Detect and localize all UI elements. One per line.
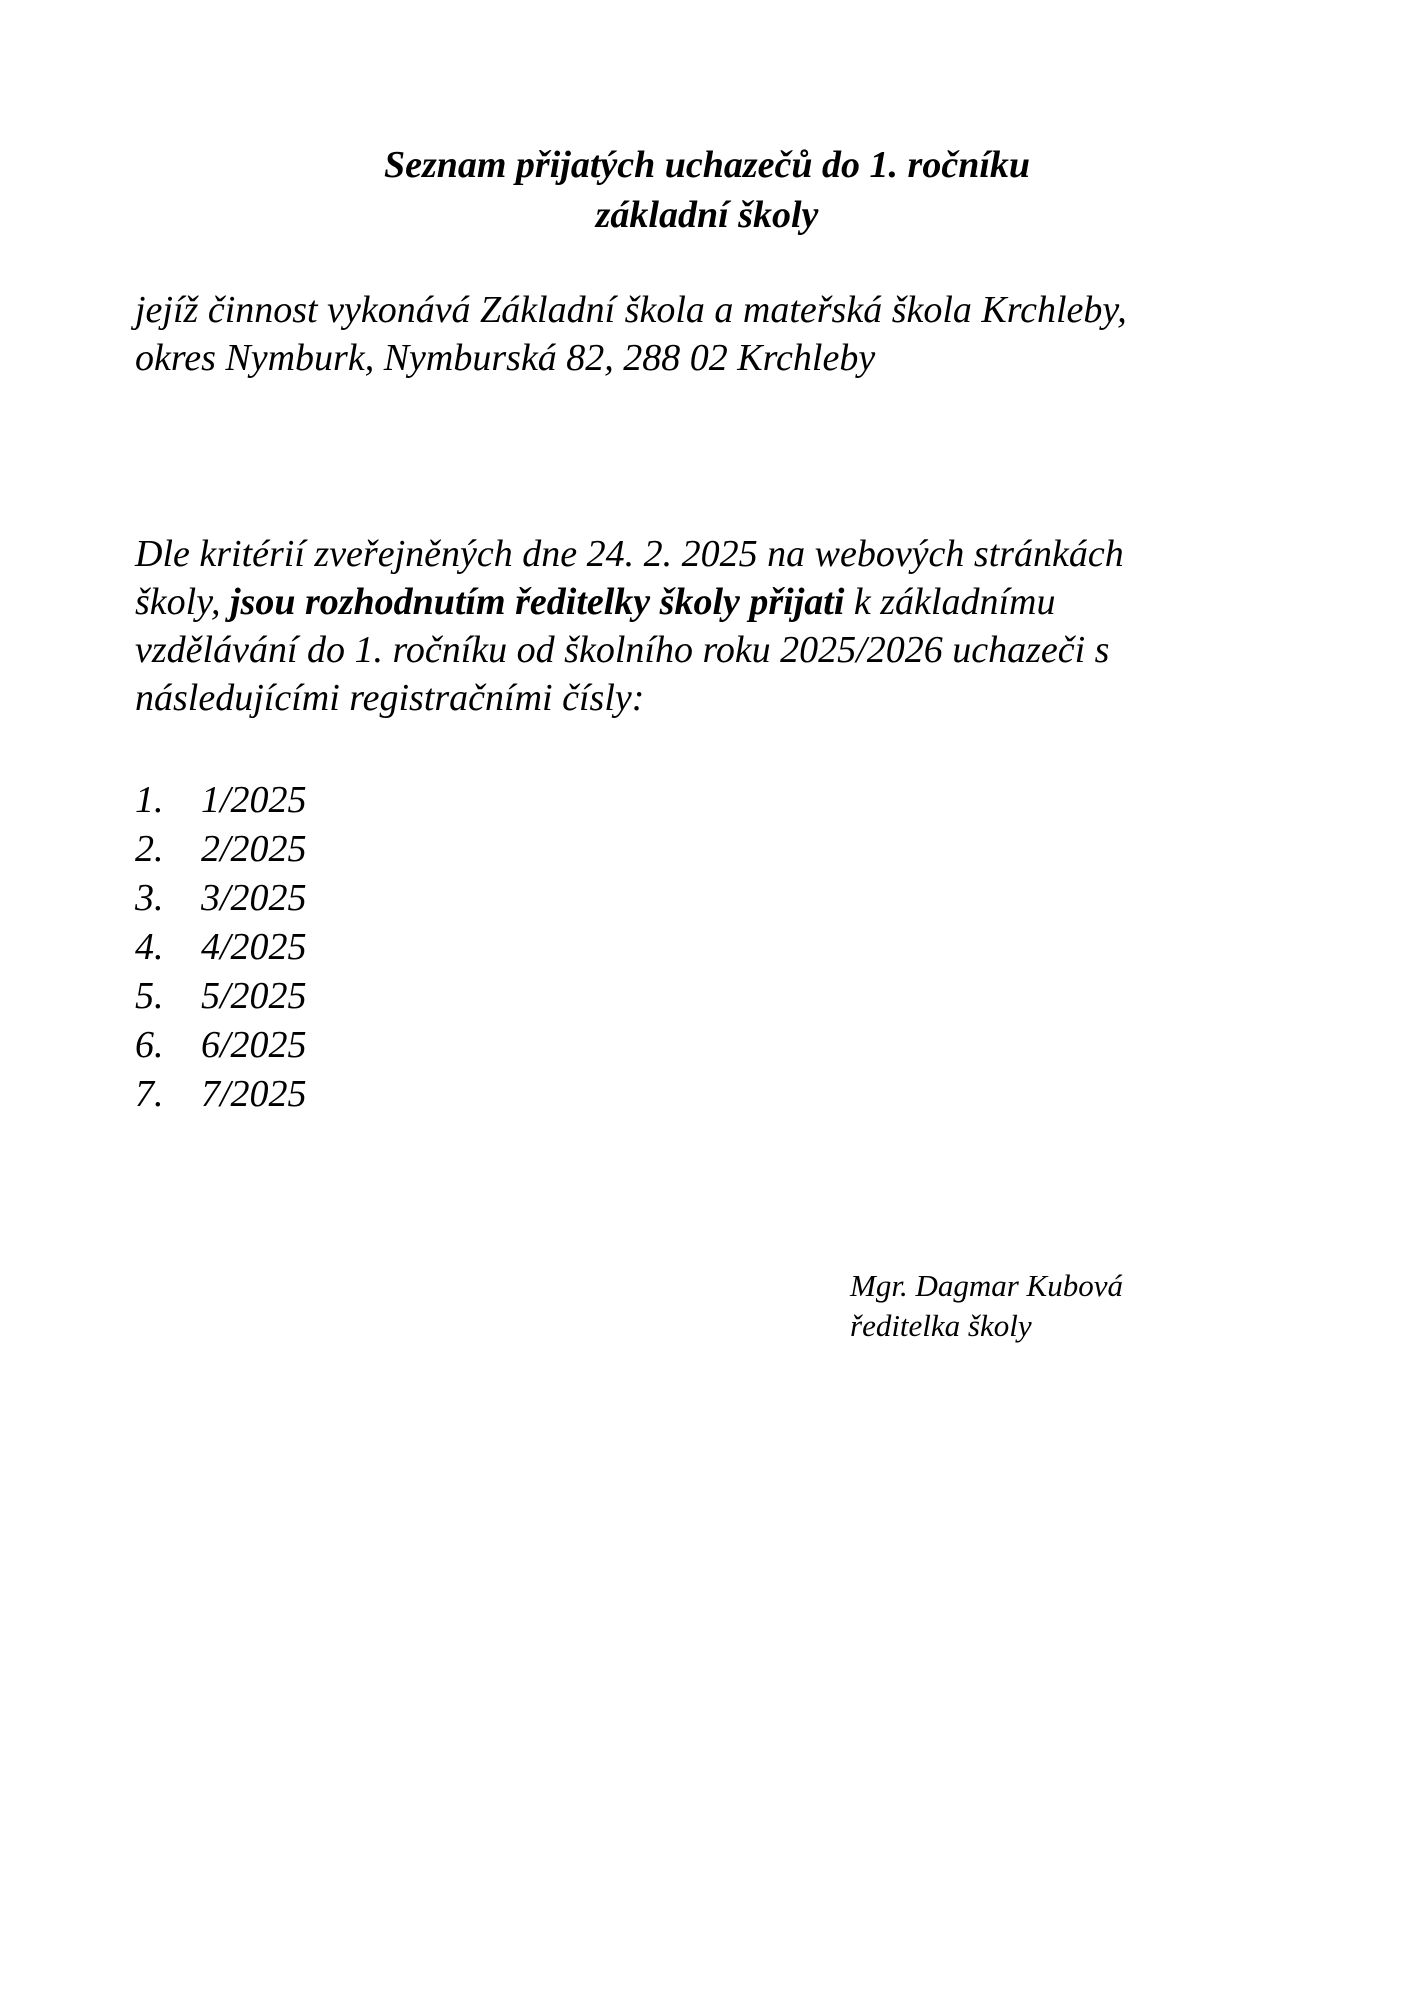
signatory-name: Mgr. Dagmar Kubová — [850, 1268, 1123, 1303]
list-item-number: 5. — [135, 975, 164, 1017]
document-title — [0, 140, 1414, 240]
title-line-1: Seznam přijatých uchazečů do 1. ročníku — [383, 144, 1031, 186]
registration-number: 2/2025 — [201, 828, 307, 870]
body-line-3: vzdělávání do 1. ročníku od školního roku 2025/2026 uchazeči s — [135, 629, 1110, 671]
body-line-1: Dle kritérií zveřejněných dne 24. 2. 2025 na webových stránkách — [135, 533, 1124, 575]
list-item — [135, 776, 307, 825]
list-item-number: 3. — [135, 877, 164, 919]
school-intro — [135, 286, 1315, 382]
body-line-2-suffix: k základnímu — [844, 581, 1056, 623]
list-item — [135, 1070, 307, 1119]
decision-emphasis: jsou rozhodnutím ředitelky školy přijati — [229, 581, 845, 623]
list-item-number: 4. — [135, 926, 164, 968]
list-item-number: 2. — [135, 828, 164, 870]
body-line-2 — [135, 578, 1315, 626]
signature-block — [850, 1266, 1123, 1346]
list-item — [135, 923, 307, 972]
registration-number: 3/2025 — [201, 877, 307, 919]
list-item-number: 7. — [135, 1073, 164, 1115]
intro-line-2: okres Nymburk, Nymburská 82, 288 02 Krchleby — [135, 337, 876, 379]
list-item — [135, 825, 307, 874]
body-line-2-prefix: školy, — [135, 581, 230, 623]
registration-number: 4/2025 — [201, 926, 307, 968]
registration-number: 5/2025 — [201, 975, 307, 1017]
intro-line-1: jejíž činnost vykonává Základní škola a mateřská škola Krchleby, — [135, 289, 1127, 331]
decision-paragraph — [135, 530, 1315, 722]
registration-number: 7/2025 — [201, 1073, 307, 1115]
list-item-number: 1. — [135, 779, 164, 821]
list-item — [135, 972, 307, 1021]
body-line-4: následujícími registračními čísly: — [135, 677, 645, 719]
signatory-role: ředitelka školy — [850, 1308, 1032, 1343]
registration-number-list — [135, 776, 307, 1119]
registration-number: 6/2025 — [201, 1024, 307, 1066]
list-item-number: 6. — [135, 1024, 164, 1066]
registration-number: 1/2025 — [201, 779, 307, 821]
title-line-2: základní školy — [595, 194, 819, 236]
list-item — [135, 1021, 307, 1070]
list-item — [135, 874, 307, 923]
